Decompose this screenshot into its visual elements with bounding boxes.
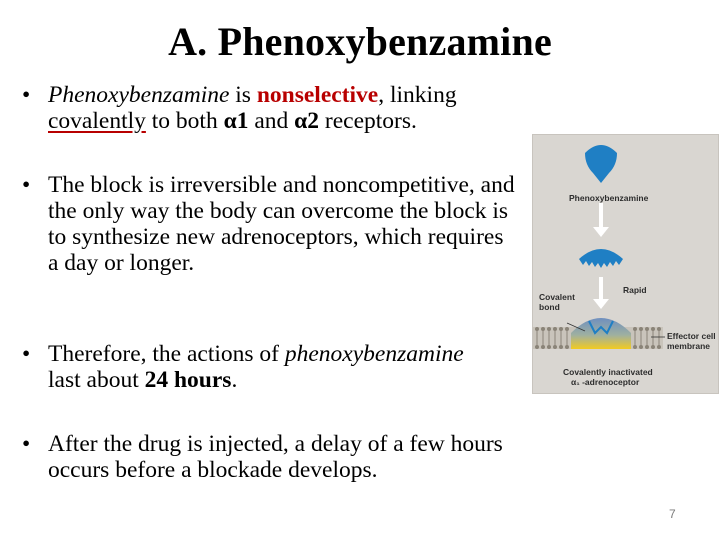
figure-label-drug: Phenoxybenzamine [569,193,649,203]
alpha2-label: α2 [294,108,320,134]
alpha1-label: α1 [223,108,249,134]
slide-title: A. Phenoxybenzamine [168,19,552,64]
bullet-3-text: Therefore, the actions of phenoxybenzamine last about 24 hours. [48,341,464,393]
arrow-down-icon [593,299,609,309]
bullet-marker: • [22,82,31,108]
bullet-2-text: The block is irreversible and noncompetitive, and the only way the body can overcome the block is to synthesize new adrenoceptors, which requires a day or longer. [48,172,515,276]
covalently-link: covalently [48,108,146,134]
duration-emphasis: 24 hours [144,367,232,393]
drug-molecule-icon [585,145,617,183]
arrow-shaft-icon [599,203,603,229]
bullet-marker: • [22,172,31,198]
bullet-4-text: After the drug is injected, a delay of a few hours occurs before a blockade develops. [48,431,503,483]
figure-label-effector: Effector cell [667,331,716,341]
receptor-icon [571,318,631,349]
bullet-marker: • [22,431,31,457]
drug-name: phenoxybenzamine [284,341,464,367]
arrow-shaft-icon [599,277,603,301]
mechanism-diagram [533,135,718,393]
arrow-down-icon [593,227,609,237]
mechanism-figure [532,134,719,394]
page-number: 7 [669,507,676,521]
figure-label-inactivated: Covalently inactivated [563,367,653,377]
figure-label-covalent: Covalent [539,292,575,302]
drug-molecule-bound-icon [579,249,623,268]
figure-label-bond: bond [539,302,560,312]
bullet-marker: • [22,341,31,367]
figure-label-rapid: Rapid [623,285,647,295]
bullet-1-text: Phenoxybenzamine is nonselective, linking covalently to both α1 and α2 receptors. [48,82,457,134]
figure-label-receptor: α₁ -adrenoceptor [571,377,640,387]
nonselective-emphasis: nonselective [256,82,379,108]
drug-name: Phenoxybenzamine [48,82,230,108]
figure-label-membrane: membrane [667,341,710,351]
